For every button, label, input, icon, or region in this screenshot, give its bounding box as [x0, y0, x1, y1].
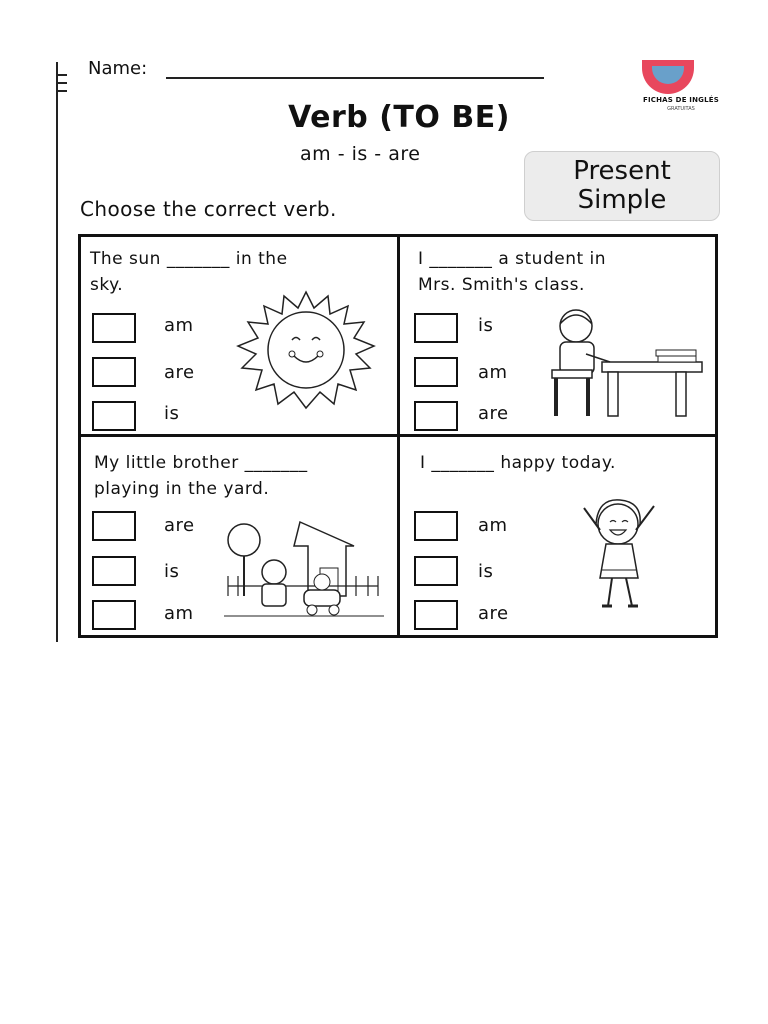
student-at-desk-illustration-icon [546, 306, 706, 422]
question-text-line: I _______ a student in [418, 249, 607, 269]
option-label: are [164, 362, 195, 383]
question-text-line: sky. [90, 275, 124, 295]
page-subtitle: am - is - are [300, 143, 421, 165]
checkbox-q3-am[interactable] [92, 600, 136, 630]
boy-in-yard-illustration-icon [224, 516, 384, 618]
option-label: are [478, 403, 509, 424]
logo-text: FICHAS DE INGLÉS [643, 96, 719, 104]
question-3 [94, 450, 308, 502]
sun-illustration-icon [230, 290, 382, 410]
question-text-line: playing in the yard. [94, 479, 270, 499]
page-title: Verb (TO BE) [288, 100, 510, 135]
question-text-line: The sun _______ in the [90, 249, 288, 269]
logo-mark-icon [642, 60, 694, 94]
option-label: are [164, 515, 195, 536]
option-label: am [164, 603, 194, 624]
question-text-line: My little brother _______ [94, 453, 308, 473]
badge-line-1: Present [573, 156, 671, 186]
checkbox-q1-am[interactable] [92, 313, 136, 343]
question-4 [420, 450, 616, 476]
question-2 [418, 246, 606, 298]
checkbox-q2-is[interactable] [414, 313, 458, 343]
checkbox-q2-am[interactable] [414, 357, 458, 387]
option-label: is [478, 315, 494, 336]
question-text-line: Mrs. Smith's class. [418, 275, 585, 295]
checkbox-q3-is[interactable] [92, 556, 136, 586]
logo-subtext: GRATUITAS [667, 106, 695, 112]
tense-badge [524, 151, 720, 221]
option-label: am [164, 315, 194, 336]
grid-divider-horizontal [78, 434, 718, 437]
checkbox-q2-are[interactable] [414, 401, 458, 431]
checkbox-q4-are[interactable] [414, 600, 458, 630]
option-label: am [478, 515, 508, 536]
option-label: is [164, 561, 180, 582]
option-label: is [164, 403, 180, 424]
badge-line-2: Simple [577, 185, 667, 215]
checkbox-q1-is[interactable] [92, 401, 136, 431]
checkbox-q3-are[interactable] [92, 511, 136, 541]
checkbox-q1-are[interactable] [92, 357, 136, 387]
name-blank-line[interactable] [166, 77, 544, 79]
checkbox-q4-am[interactable] [414, 511, 458, 541]
happy-girl-illustration-icon [578, 494, 662, 616]
option-label: are [478, 603, 509, 624]
question-text-line: I _______ happy today. [420, 453, 616, 473]
name-label: Name: [88, 58, 148, 79]
instruction-text: Choose the correct verb. [80, 197, 337, 221]
option-label: is [478, 561, 494, 582]
checkbox-q4-is[interactable] [414, 556, 458, 586]
option-label: am [478, 362, 508, 383]
margin-line [56, 62, 58, 642]
